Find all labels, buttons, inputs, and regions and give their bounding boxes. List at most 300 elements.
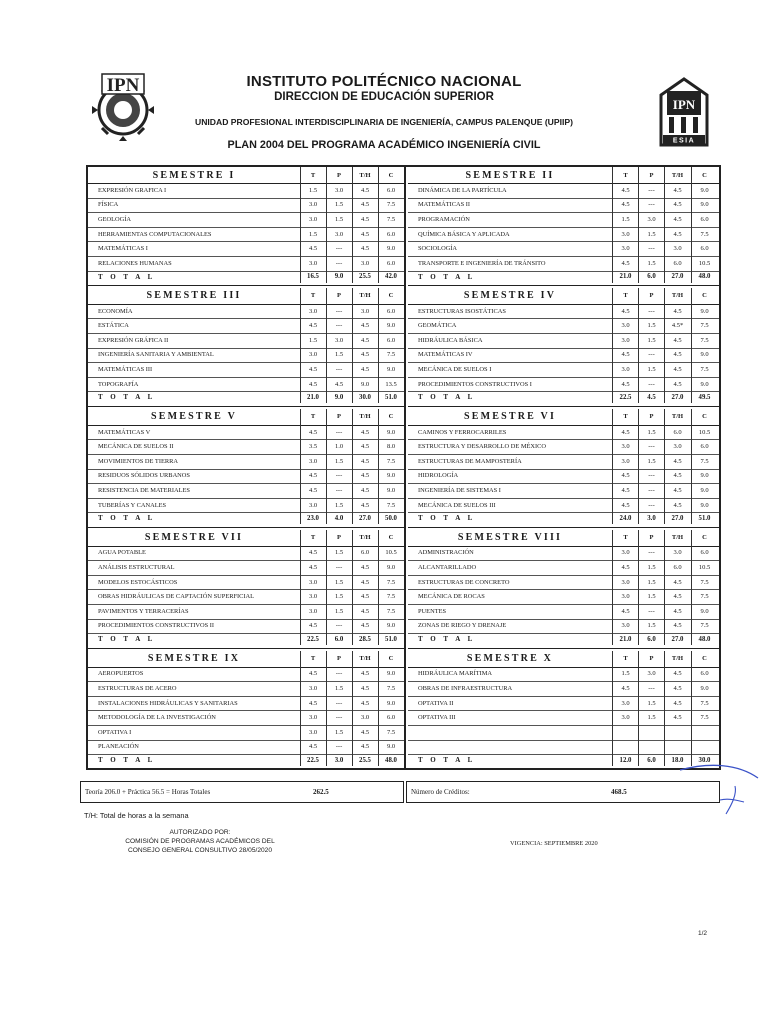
course-value: 6.0 <box>700 245 709 253</box>
course-name: METODOLOGÍA DE LA INVESTIGACIÓN <box>98 714 216 722</box>
semester-divider <box>408 285 719 286</box>
course-row <box>408 377 719 392</box>
course-value: --- <box>335 259 343 267</box>
authorization-block <box>100 828 300 855</box>
column-header-t: T <box>623 171 628 179</box>
course-row <box>408 589 719 604</box>
column-rule <box>326 409 327 525</box>
total-row <box>88 633 404 645</box>
course-value: 9.0 <box>386 743 396 751</box>
course-name: MOVIMIENTOS DE TIERRA <box>98 457 179 465</box>
column-rule <box>352 651 353 767</box>
course-row <box>408 575 719 590</box>
column-header-c: C <box>388 413 394 421</box>
total-value: 22.5 <box>307 635 319 643</box>
column-header-t: T <box>310 171 316 179</box>
course-value: 4.5 <box>673 501 682 509</box>
esia-band-text: ESIA <box>672 137 696 145</box>
course-value: 9.0 <box>700 472 709 480</box>
course-value: 1.5 <box>334 201 344 209</box>
course-value: 1.5 <box>647 593 656 601</box>
total-row <box>88 391 404 403</box>
total-value: 23.0 <box>307 514 319 522</box>
course-row <box>408 469 719 484</box>
course-value: --- <box>335 743 343 751</box>
column-rule <box>352 167 353 283</box>
course-name: MATEMÁTICAS III <box>98 366 153 374</box>
course-name: RELACIONES HUMANAS <box>98 259 172 267</box>
total-value: 25.5 <box>359 273 371 281</box>
course-value: 10.5 <box>698 259 711 267</box>
course-name: PAVIMENTOS Y TERRACERÍAS <box>98 607 189 615</box>
course-value: 3.0 <box>621 714 630 722</box>
course-name: TRANSPORTE E INGENIERÍA DE TRÁNSITO <box>418 259 546 267</box>
total-value: 27.0 <box>359 514 371 522</box>
course-value: 10.5 <box>385 549 397 557</box>
course-value: 3.0 <box>334 186 344 194</box>
course-row <box>408 333 719 348</box>
course-value <box>612 725 639 740</box>
course-name: MECÁNICA DE SUELOS I <box>418 366 492 374</box>
course-value: 4.5 <box>360 684 370 692</box>
course-value: 1.5 <box>621 215 630 223</box>
course-value: 1.5 <box>647 428 656 436</box>
course-value: 9.0 <box>700 201 709 209</box>
column-rule <box>612 530 613 646</box>
column-rule <box>300 651 301 767</box>
course-value: 4.5 <box>621 380 630 388</box>
course-value: 4.5 <box>621 259 630 267</box>
column-header-c: C <box>388 534 394 542</box>
column-rule <box>638 167 639 283</box>
total-value: 51.0 <box>385 393 397 401</box>
course-value: 3.0 <box>308 351 318 359</box>
course-name: ESTRUCTURAS DE ACERO <box>98 684 177 692</box>
semester-header-row <box>408 167 719 183</box>
course-row <box>88 241 404 256</box>
total-label: T O T A L <box>98 756 156 765</box>
curriculum-grid <box>86 165 721 770</box>
course-row <box>88 425 404 440</box>
course-value: 4.5 <box>308 670 318 678</box>
course-value: --- <box>648 443 655 451</box>
total-value: 48.0 <box>698 273 711 281</box>
course-value: 3.5 <box>308 443 318 451</box>
course-value: 10.5 <box>698 564 711 572</box>
course-row <box>408 241 719 256</box>
course-row <box>88 560 404 575</box>
course-value: 7.5 <box>386 501 396 509</box>
total-value: 50.0 <box>385 514 397 522</box>
course-value: 9.0 <box>386 366 396 374</box>
course-value: 6.0 <box>386 307 396 315</box>
course-value: 1.5 <box>308 186 318 194</box>
course-value: 7.5 <box>700 457 709 465</box>
course-value: --- <box>648 684 655 692</box>
column-rule <box>691 409 692 525</box>
course-row <box>88 575 404 590</box>
course-row <box>88 681 404 696</box>
column-header-th: T/H <box>359 413 371 421</box>
column-header-p: P <box>337 171 341 179</box>
course-value: 4.5 <box>360 622 370 630</box>
total-value: 30.0 <box>359 393 371 401</box>
column-header-p: P <box>649 171 654 179</box>
semester-table <box>88 288 404 404</box>
vigencia: VIGENCIA: SEPTIEMBRE 2020 <box>510 840 598 847</box>
course-value: --- <box>648 201 655 209</box>
column-header-p: P <box>337 292 341 300</box>
course-name: OBRAS DE INFRAESTRUCTURA <box>418 684 513 692</box>
column-rule <box>612 651 613 767</box>
course-value: --- <box>335 670 343 678</box>
total-label: T O T A L <box>98 635 156 644</box>
course-value: 4.5 <box>673 578 682 586</box>
course-name: OPTATIVA III <box>418 714 456 722</box>
course-name: PROCEDIMIENTOS CONSTRUCTIVOS II <box>98 622 214 630</box>
course-value: 1.5 <box>647 622 656 630</box>
semester-table <box>88 409 404 525</box>
course-value: 6.0 <box>360 549 370 557</box>
column-rule <box>378 530 379 646</box>
course-value: 3.0 <box>308 215 318 223</box>
column-rule <box>638 530 639 646</box>
total-value: 30.0 <box>698 756 711 764</box>
course-value: 7.5 <box>700 230 709 238</box>
course-name: SOCIOLOGÍA <box>418 245 458 253</box>
direction-subtitle: DIRECCION DE EDUCACIÓN SUPERIOR <box>274 91 494 103</box>
column-rule <box>300 288 301 404</box>
semester-title: SEMESTRE III <box>146 290 242 302</box>
ipn-right-logo-text: IPN <box>672 97 696 112</box>
summary-bar <box>80 781 720 803</box>
authorized-line-2: COMISIÓN DE PROGRAMAS ACADÉMICOS DEL <box>125 838 275 845</box>
course-row <box>88 725 404 740</box>
total-label: T O T A L <box>98 393 156 402</box>
course-name: HIDRÁULICA MARÍTIMA <box>418 670 493 678</box>
course-value: 9.0 <box>700 501 709 509</box>
course-value: --- <box>648 186 655 194</box>
course-name: MECÁNICA DE SUELOS III <box>418 501 496 509</box>
column-header-c: C <box>388 655 394 663</box>
course-value: 3.0 <box>621 366 630 374</box>
course-value: 3.0 <box>621 578 630 586</box>
course-value: 7.5 <box>386 351 396 359</box>
course-name: INSTALACIONES HIDRÁULICAS Y SANITARIAS <box>98 699 238 707</box>
course-value: 4.5 <box>360 472 370 480</box>
course-name: OBRAS HIDRÁULICAS DE CAPTACIÓN SUPERFICIAL <box>98 593 255 601</box>
course-value: 4.5 <box>621 186 630 194</box>
course-row <box>408 546 719 561</box>
course-value: 4.5 <box>360 201 370 209</box>
course-value: 4.5 <box>360 336 370 344</box>
course-row <box>408 227 719 242</box>
total-value: 27.0 <box>671 514 684 522</box>
total-value: 27.0 <box>671 635 684 643</box>
course-name: PLANEACIÓN <box>98 743 139 751</box>
course-value: 4.5 <box>673 215 682 223</box>
total-value: 51.0 <box>698 514 711 522</box>
course-value: 7.5 <box>700 622 709 630</box>
column-rule <box>664 409 665 525</box>
total-value: 42.0 <box>385 273 397 281</box>
course-row <box>408 696 719 711</box>
course-value: 7.5 <box>386 457 396 465</box>
course-name: PUENTES <box>418 607 447 615</box>
column-header-t: T <box>623 534 628 542</box>
column-rule <box>378 651 379 767</box>
course-row <box>408 725 719 740</box>
column-header-t: T <box>310 534 316 542</box>
semester-header-row <box>88 409 404 425</box>
semester-divider <box>88 527 404 528</box>
course-value: 4.5 <box>673 670 682 678</box>
course-value: 4.5 <box>360 245 370 253</box>
course-value: 3.0 <box>334 336 344 344</box>
course-value: 3.0 <box>308 457 318 465</box>
course-name <box>418 725 610 740</box>
course-value: 7.5 <box>386 684 396 692</box>
course-name: ZONAS DE RIEGO Y DRENAJE <box>418 622 507 630</box>
course-value: 1.5 <box>647 699 656 707</box>
course-value: 4.5 <box>360 428 370 436</box>
total-value: 21.0 <box>307 393 319 401</box>
total-label: T O T A L <box>418 272 476 281</box>
authorized-line-1: AUTORIZADO POR: <box>169 829 231 836</box>
total-value: 6.0 <box>647 273 656 281</box>
course-value: 4.5 <box>308 699 318 707</box>
course-value: 7.5 <box>386 201 396 209</box>
pen-signature-mark <box>640 752 762 824</box>
course-row <box>88 483 404 498</box>
course-value: 1.5 <box>308 336 318 344</box>
total-label: T O T A L <box>418 635 476 644</box>
semester-title: SEMESTRE X <box>466 653 554 665</box>
course-value: 4.5 <box>360 564 370 572</box>
course-value: 1.5 <box>334 728 344 736</box>
course-value: 9.0 <box>386 622 396 630</box>
course-value: 3.0 <box>621 322 630 330</box>
column-rule <box>300 167 301 283</box>
course-row <box>88 227 404 242</box>
plan-title: PLAN 2004 DEL PROGRAMA ACADÉMICO INGENIERÍA CIVIL <box>227 139 541 151</box>
course-value: 9.0 <box>386 428 396 436</box>
course-value <box>664 725 691 740</box>
course-value: 3.0 <box>360 307 370 315</box>
course-name: GEOLOGÍA <box>98 215 132 223</box>
course-value: 4.5 <box>360 728 370 736</box>
course-name: PROCEDIMIENTOS CONSTRUCTIVOS I <box>418 380 532 388</box>
hours-summary <box>80 781 404 803</box>
total-value: 6.0 <box>334 635 344 643</box>
column-header-p: P <box>337 655 341 663</box>
course-value: 3.0 <box>308 593 318 601</box>
total-value: 27.0 <box>671 273 684 281</box>
course-value: 3.0 <box>308 307 318 315</box>
course-value: 4.5 <box>360 215 370 223</box>
course-row <box>408 483 719 498</box>
total-row <box>88 754 404 766</box>
course-value: 3.0 <box>673 443 682 451</box>
esia-logo-icon <box>657 75 711 149</box>
course-value: 7.5 <box>700 366 709 374</box>
course-value: 6.0 <box>386 230 396 238</box>
course-row <box>408 256 719 271</box>
course-name: AEROPUERTOS <box>98 670 144 678</box>
total-value: 28.5 <box>359 635 371 643</box>
course-value: 3.0 <box>621 336 630 344</box>
semester-title: SEMESTRE VIII <box>457 532 563 544</box>
course-row <box>408 619 719 634</box>
total-value: 48.0 <box>698 635 711 643</box>
semester-header-row <box>408 651 719 667</box>
total-value: 3.0 <box>334 756 344 764</box>
semester-table <box>408 409 719 525</box>
course-row <box>408 318 719 333</box>
course-value: 4.5 <box>308 322 318 330</box>
column-header-c: C <box>702 655 707 663</box>
semester-title: SEMESTRE IX <box>147 653 241 665</box>
course-value: 4.5 <box>673 472 682 480</box>
course-name: PROGRAMACIÓN <box>418 215 470 223</box>
course-value: 6.0 <box>700 443 709 451</box>
course-value: 9.0 <box>700 607 709 615</box>
course-value: 7.5 <box>700 322 709 330</box>
course-value: 13.5 <box>385 380 397 388</box>
course-value: 4.5* <box>671 322 684 330</box>
course-value: 7.5 <box>386 607 396 615</box>
column-header-c: C <box>702 292 707 300</box>
course-value: 6.0 <box>386 186 396 194</box>
course-value: --- <box>335 428 343 436</box>
column-header-t: T <box>623 292 628 300</box>
course-name: FÍSICA <box>98 201 119 209</box>
course-value: 4.5 <box>360 743 370 751</box>
course-value: 1.5 <box>334 578 344 586</box>
column-header-p: P <box>649 413 654 421</box>
course-name: ECONOMÍA <box>98 307 133 315</box>
course-value: 4.5 <box>621 486 630 494</box>
course-value: 3.0 <box>621 457 630 465</box>
course-value: 1.5 <box>647 366 656 374</box>
course-value: 4.5 <box>360 670 370 678</box>
course-value: 4.5 <box>621 564 630 572</box>
course-value: 9.0 <box>360 380 370 388</box>
institution-title: INSTITUTO POLITÉCNICO NACIONAL <box>246 73 522 90</box>
column-header-c: C <box>702 413 707 421</box>
course-value: 3.0 <box>621 443 630 451</box>
semester-table <box>88 651 404 767</box>
course-name: MATEMÁTICAS V <box>98 428 151 436</box>
column-header-th: T/H <box>359 534 371 542</box>
course-value: 3.0 <box>334 230 344 238</box>
course-value: 6.0 <box>386 259 396 267</box>
course-value: --- <box>648 607 655 615</box>
course-value: 9.0 <box>700 684 709 692</box>
course-row <box>408 498 719 513</box>
course-value: 4.5 <box>360 230 370 238</box>
course-name: OPTATIVA I <box>98 728 132 736</box>
semester-table <box>408 288 719 404</box>
semester-divider <box>408 406 719 407</box>
total-value: 25.5 <box>359 756 371 764</box>
course-value: 3.0 <box>621 245 630 253</box>
ipn-logo-icon <box>88 70 158 142</box>
course-value: 4.5 <box>360 457 370 465</box>
course-value: 1.5 <box>647 714 656 722</box>
semester-divider <box>88 285 404 286</box>
course-value: 1.5 <box>647 322 656 330</box>
left-column <box>88 167 406 768</box>
course-value: 3.0 <box>308 684 318 692</box>
course-value: 1.5 <box>647 230 656 238</box>
total-row <box>408 271 719 283</box>
course-value: 6.0 <box>673 259 682 267</box>
column-rule <box>352 288 353 404</box>
total-value: 27.0 <box>671 393 684 401</box>
course-value: 4.5 <box>360 351 370 359</box>
course-value: 4.5 <box>673 201 682 209</box>
course-value: 9.0 <box>386 245 396 253</box>
course-row <box>88 469 404 484</box>
course-value: --- <box>335 322 343 330</box>
course-row <box>88 183 404 198</box>
course-value: 6.0 <box>673 564 682 572</box>
semester-title: SEMESTRE V <box>150 411 237 423</box>
semester-table <box>88 530 404 646</box>
course-value: 4.5 <box>308 743 318 751</box>
course-name: ALCANTARILLADO <box>418 564 477 572</box>
course-row <box>408 667 719 682</box>
column-rule <box>326 530 327 646</box>
course-value: 4.5 <box>360 593 370 601</box>
course-value: 1.5 <box>334 351 344 359</box>
semester-header-row <box>88 530 404 546</box>
course-name: TOPOGRAFÍA <box>98 380 139 388</box>
total-value: 21.0 <box>619 273 632 281</box>
course-name: TUBERÍAS Y CANALES <box>98 501 167 509</box>
course-value: 1.5 <box>334 457 344 465</box>
course-value: 4.5 <box>308 472 318 480</box>
course-value: 4.5 <box>673 366 682 374</box>
course-row <box>88 333 404 348</box>
column-header-th: T/H <box>671 171 684 179</box>
course-value: 9.0 <box>700 380 709 388</box>
total-label: T O T A L <box>98 514 156 523</box>
course-value: 3.0 <box>308 501 318 509</box>
course-value: 4.5 <box>308 622 318 630</box>
course-value: 6.0 <box>700 670 709 678</box>
column-rule <box>352 409 353 525</box>
course-name: ESTRUCTURAS DE MAMPOSTERÍA <box>418 457 522 465</box>
course-name: MODELOS ESTOCÁSTICOS <box>98 578 178 586</box>
total-value: 9.0 <box>334 273 344 281</box>
course-value: 9.0 <box>386 699 396 707</box>
column-rule <box>638 409 639 525</box>
course-value: 7.5 <box>386 728 396 736</box>
course-row <box>408 198 719 213</box>
course-value: 4.5 <box>360 501 370 509</box>
course-value: 9.0 <box>386 486 396 494</box>
total-value: 12.0 <box>619 756 632 764</box>
course-value: 4.5 <box>308 549 318 557</box>
total-value: 22.5 <box>307 756 319 764</box>
total-row <box>408 633 719 645</box>
course-value: --- <box>648 472 655 480</box>
course-value: 3.0 <box>308 201 318 209</box>
total-row <box>88 512 404 524</box>
course-value: 4.5 <box>673 230 682 238</box>
